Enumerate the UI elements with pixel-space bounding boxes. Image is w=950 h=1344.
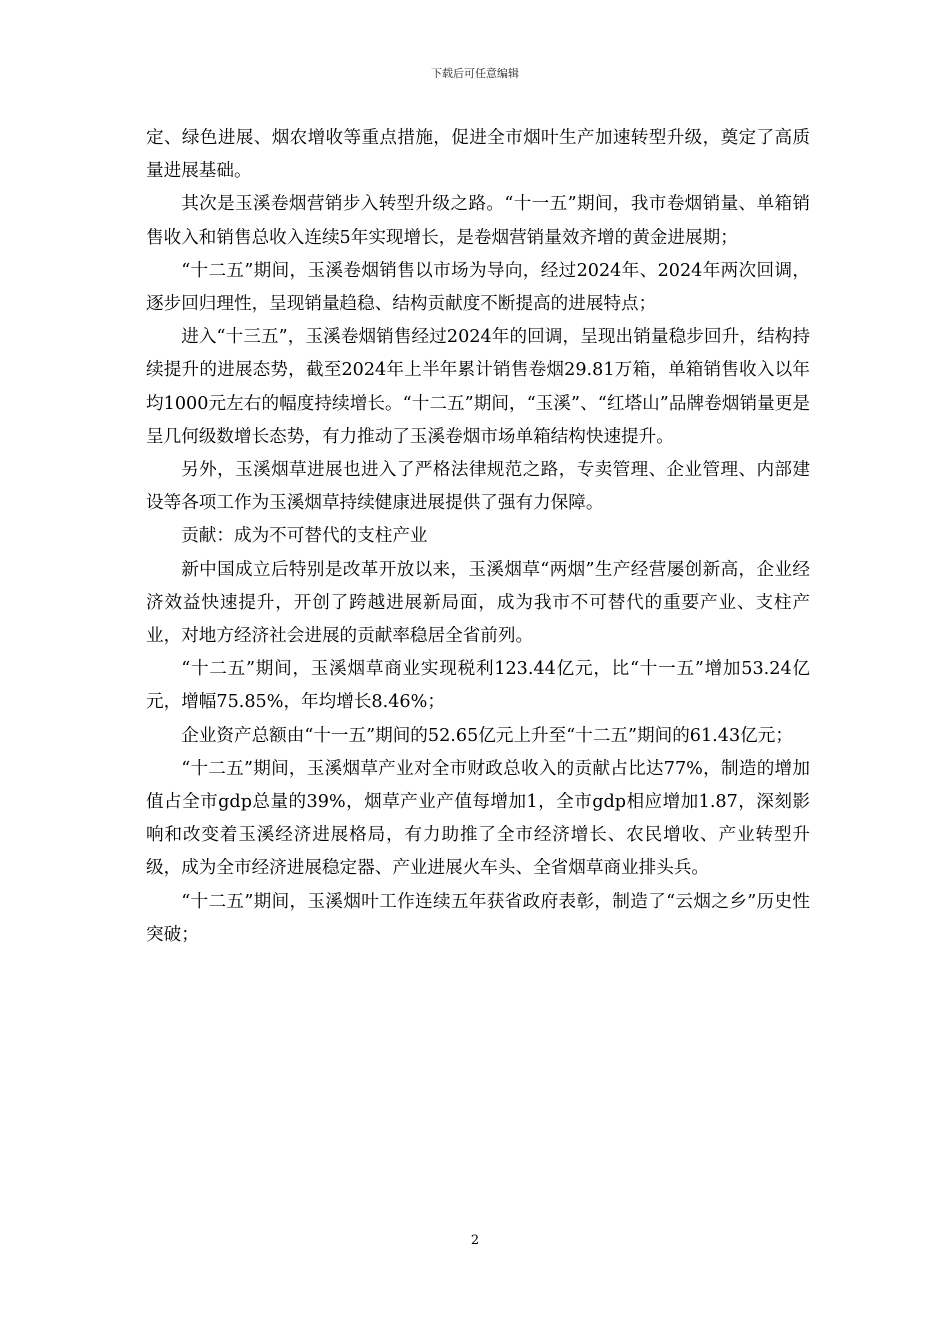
page-header: 下载后可任意编辑 — [431, 67, 519, 80]
paragraph: “十二五”期间，玉溪卷烟销售以市场为导向，经过2024年、2024年两次回调，逐步回归理性，呈现销量趋稳、结构贡献度不断提高的进展特点； — [146, 260, 810, 315]
paragraph: 企业资产总额由“十一五”期间的52.65亿元上升至“十二五”期间的61.43亿元； — [181, 725, 793, 746]
paragraph: “十二五”期间，玉溪烟草商业实现税利123.44亿元，比“十一五”增加53.24亿元，增幅75.85%，年均增长8.46%； — [146, 659, 810, 713]
paragraph: 其次是玉溪卷烟营销步入转型升级之路。“十一五”期间，我市卷烟销量、单箱销售收入和销售总收入连续5年实现增长，是卷烟营销量效齐增的黄金进展期； — [146, 194, 810, 248]
paragraph: 新中国成立后特别是改革开放以来，玉溪烟草“两烟”生产经营屡创新高，企业经济效益快速提升，开创了跨越进展新局面，成为我市不可替代的重要产业、支柱产业，对地方经济社会进展的贡献率稳居全省前列。 — [146, 559, 810, 647]
page-number: 2 — [470, 1233, 480, 1248]
section-heading: 贡献：成为不可替代的支柱产业 — [181, 526, 428, 547]
document-body — [146, 122, 810, 952]
paragraph: 另外，玉溪烟草进展也进入了严格法律规范之路，专卖管理、企业管理、内部建设等各项工作为玉溪烟草持续健康进展提供了强有力保障。 — [146, 460, 810, 514]
paragraph: 进入“十三五”，玉溪卷烟销售经过2024年的回调，呈现出销量稳步回升，结构持续提升的进展态势，截至2024年上半年累计销售卷烟29.81万箱，单箱销售收入以年均1000元左右的幅度持续增长。“十二五”期间，“玉溪”、“红塔山”品牌卷烟销量更是呈几何级数增长态势，有力推动了玉溪卷烟市场单箱结构快速提升。 — [146, 327, 810, 447]
paragraph: “十二五”期间，玉溪烟草产业对全市财政总收入的贡献占比达77%，制造的增加值占全市gdp总量的39%，烟草产业产值每增加1，全市gdp相应增加1.87，深刻影响和改变着玉溪经济进展格局，有力助推了全市经济增长、农民增收、产业转型升级，成为全市经济进展稳定器、产业进展火车头、全省烟草商业排头兵。 — [146, 758, 810, 879]
paragraph: 定、绿色进展、烟农增收等重点措施，促进全市烟叶生产加速转型升级，奠定了高质量进展基础。 — [146, 128, 810, 182]
paragraph: “十二五”期间，玉溪烟叶工作连续五年获省政府表彰，制造了“云烟之乡”历史性突破； — [146, 891, 810, 945]
